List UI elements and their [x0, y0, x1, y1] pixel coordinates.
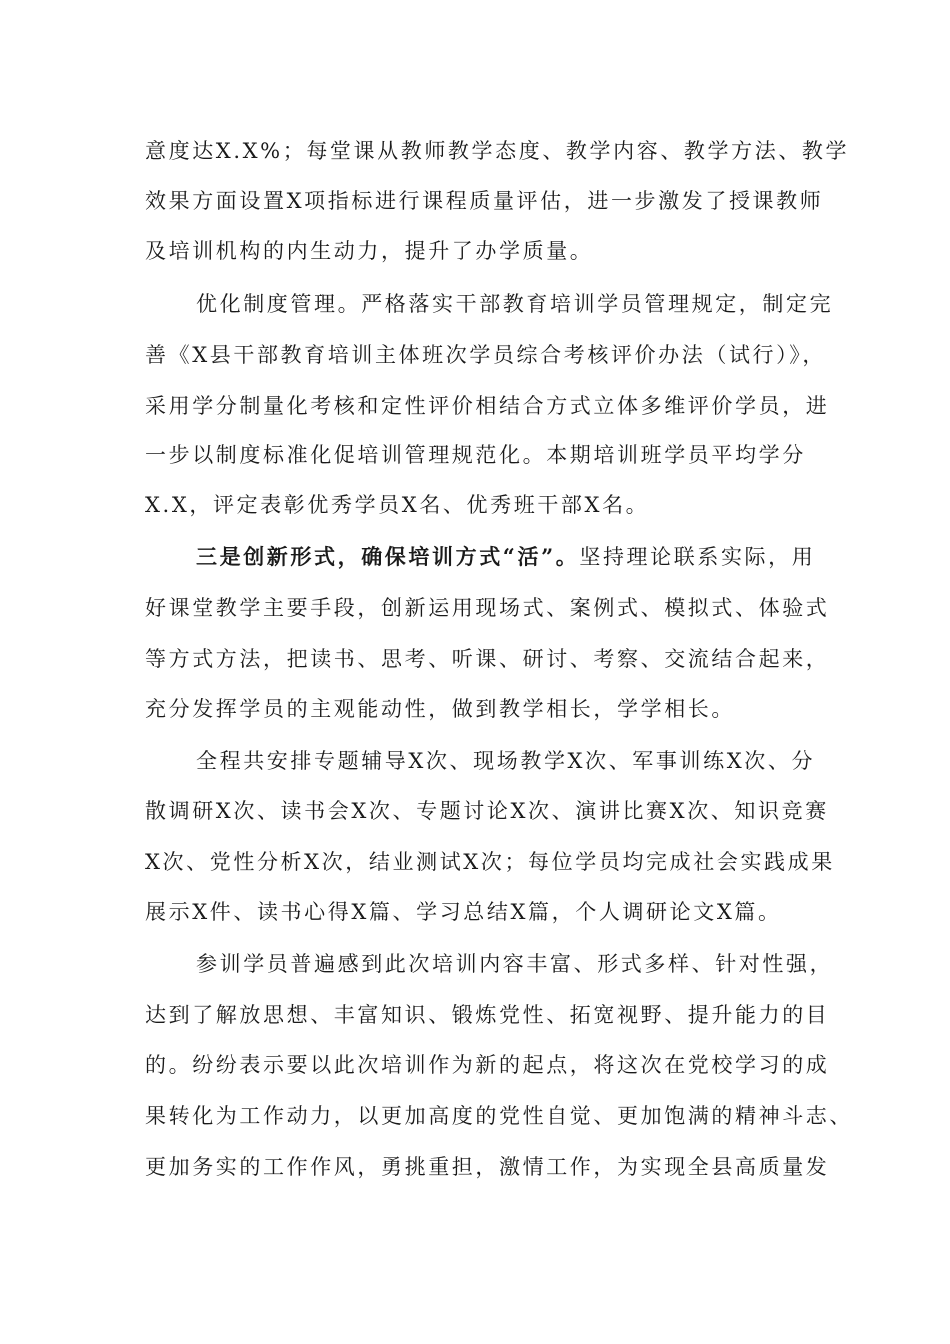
text-line: X次、党性分析X次，结业测试X次；每位学员均完成社会实践成果 [145, 850, 835, 874]
text-line: X.X，评定表彰优秀学员X名、优秀班干部X名。 [145, 493, 650, 517]
paragraph-first-line: 优化制度管理。严格落实干部教育培训学员管理规定，制定完 [196, 292, 834, 316]
text-line: 果转化为工作动力，以更加高度的党性自觉、更加饱满的精神斗志、 [145, 1104, 853, 1128]
text-line: 效果方面设置X项指标进行课程质量评估，进一步激发了授课教师 [145, 189, 824, 213]
text-line: 等方式方法，把读书、思考、听课、研讨、考察、交流结合起来， [145, 647, 830, 671]
paragraph-first-line: 全程共安排专题辅导X次、现场教学X次、军事训练X次、分 [196, 749, 816, 773]
text-line: 好课堂教学主要手段，创新运用现场式、案例式、模拟式、体验式 [145, 596, 830, 620]
text-line: 意度达X.X%；每堂课从教师教学态度、教学内容、教学方法、教学 [145, 139, 850, 163]
section-heading-rest: 坚持理论联系实际，用 [579, 545, 816, 569]
text-line: 更加务实的工作作风，勇挑重担，激情工作，为实现全县高质量发 [145, 1155, 830, 1179]
text-line: 达到了解放思想、丰富知识、锻炼党性、拓宽视野、提升能力的目 [145, 1003, 830, 1027]
text-line: 的。纷纷表示要以此次培训作为新的起点，将这次在党校学习的成 [145, 1053, 830, 1077]
text-line: 散调研X次、读书会X次、专题讨论X次、演讲比赛X次、知识竞赛 [145, 799, 829, 823]
text-line: 充分发挥学员的主观能动性，做到教学相长，学学相长。 [145, 697, 735, 721]
text-line: 善《X县干部教育培训主体班次学员综合考核评价办法（试行）》， [145, 343, 826, 367]
text-line: 及培训机构的内生动力，提升了办学质量。 [145, 239, 594, 263]
section-heading-line [196, 531, 950, 583]
text-line: 一步以制度标准化促培训管理规范化。本期培训班学员平均学分 [145, 443, 806, 467]
paragraph-first-line: 参训学员普遍感到此次培训内容丰富、形式多样、针对性强， [196, 952, 834, 976]
section-heading: 三是创新形式，确保培训方式“活”。 [196, 544, 580, 569]
text-line: 采用学分制量化考核和定性评价相结合方式立体多维评价学员，进 [145, 394, 830, 418]
text-line: 展示X件、读书心得X篇、学习总结X篇，个人调研论文X篇。 [145, 900, 782, 924]
